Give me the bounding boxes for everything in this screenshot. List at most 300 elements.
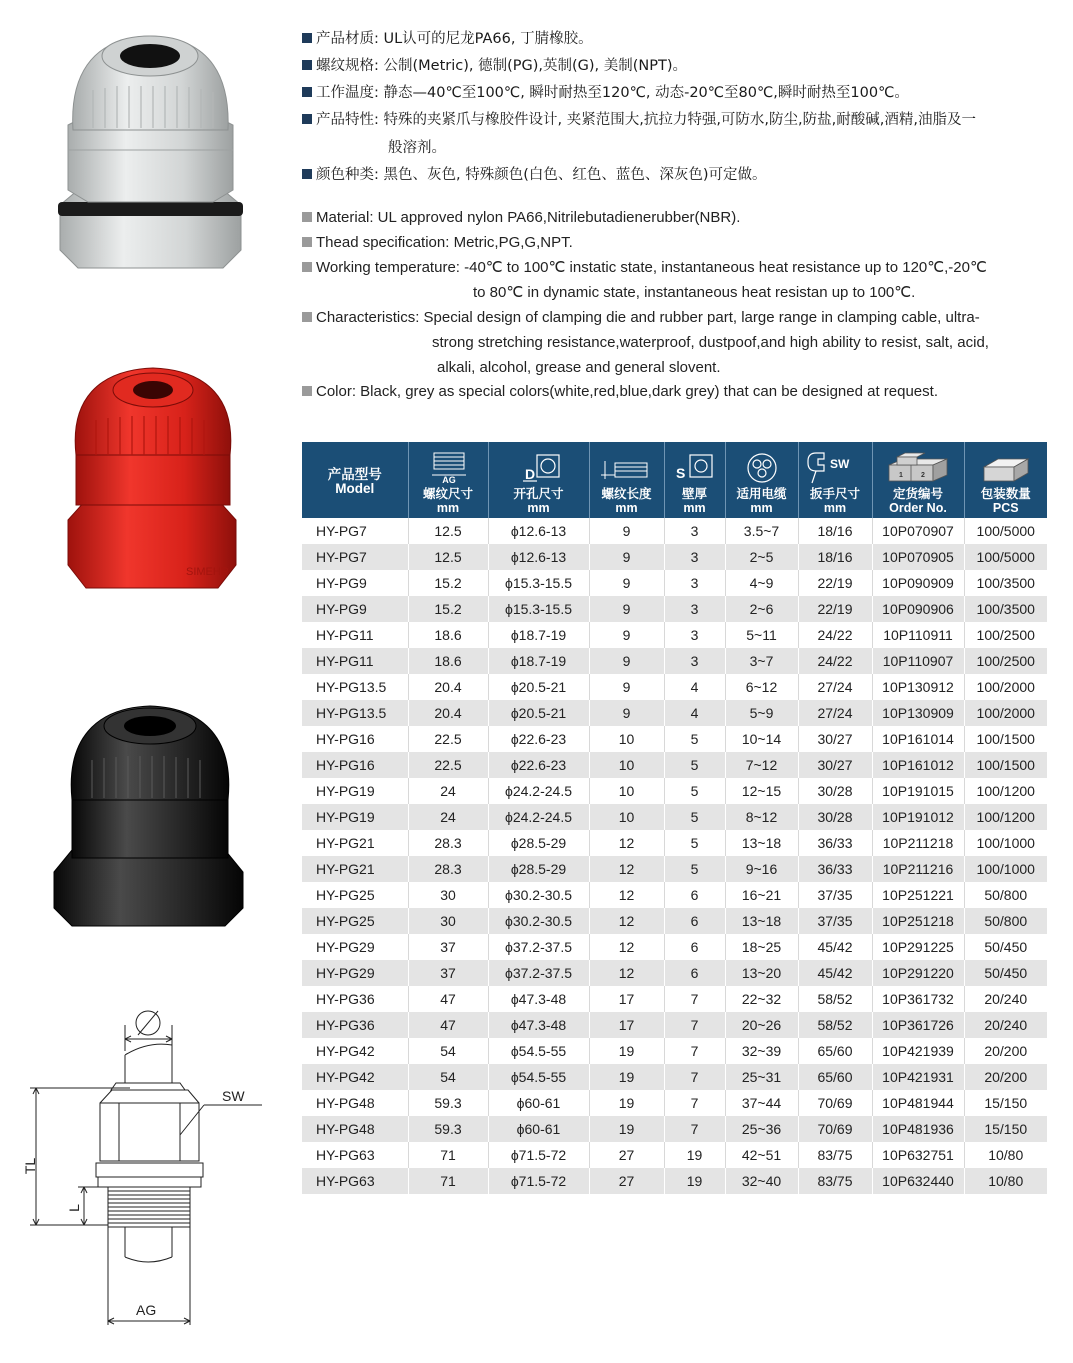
- header-order-no: 1 2 定货编号 Order No.: [872, 442, 964, 518]
- cell-wrench-size: 58/52: [798, 1012, 872, 1038]
- cell-package-qty: 100/3500: [964, 570, 1047, 596]
- cell-wall-thickness: 5: [664, 752, 725, 778]
- cell-wrench-size: 30/27: [798, 752, 872, 778]
- cell-thread-length: 9: [589, 544, 664, 570]
- cell-model: HY-PG63: [302, 1142, 408, 1168]
- cell-thread-length: 19: [589, 1064, 664, 1090]
- cell-order-no: 10P421939: [872, 1038, 964, 1064]
- table-row: [302, 1168, 1047, 1194]
- cell-thread-size: 30: [408, 882, 488, 908]
- spec-en-characteristics: Characteristics: Special design of clamping die and rubber part, large range in clamping cable, ultra-: [302, 308, 980, 328]
- cell-package-qty: 50/800: [964, 908, 1047, 934]
- cell-wrench-size: 70/69: [798, 1090, 872, 1116]
- cell-thread-size: 59.3: [408, 1116, 488, 1142]
- cell-wrench-size: 83/75: [798, 1168, 872, 1194]
- cell-thread-size: 22.5: [408, 752, 488, 778]
- cell-wrench-size: 70/69: [798, 1116, 872, 1142]
- cell-wall-thickness: 19: [664, 1168, 725, 1194]
- cell-order-no: 10P481944: [872, 1090, 964, 1116]
- svg-text:2: 2: [921, 472, 925, 479]
- cell-thread-size: 47: [408, 1012, 488, 1038]
- cell-order-no: 10P251221: [872, 882, 964, 908]
- wall-thickness-icon: [670, 451, 720, 485]
- cell-package-qty: 15/150: [964, 1116, 1047, 1142]
- cell-package-qty: 100/5000: [964, 544, 1047, 570]
- header-wrench-size: SW 扳手尺寸 mm: [798, 442, 872, 518]
- cell-package-qty: 100/1500: [964, 726, 1047, 752]
- spec-en-characteristics-cont2: alkali, alcohol, grease and general slovent.: [437, 359, 721, 376]
- hole-size-icon: [509, 451, 569, 485]
- cell-model: HY-PG19: [302, 778, 408, 804]
- cell-thread-length: 19: [589, 1116, 664, 1142]
- table-row: [302, 882, 1047, 908]
- cell-thread-length: 19: [589, 1090, 664, 1116]
- table-row: [302, 1116, 1047, 1142]
- cell-thread-length: 27: [589, 1168, 664, 1194]
- spec-en-thread: Thead specification: Metric,PG,G,NPT.: [302, 233, 573, 253]
- cell-thread-size: 12.5: [408, 518, 488, 544]
- cell-model: HY-PG63: [302, 1168, 408, 1194]
- table-row: [302, 856, 1047, 882]
- cell-cable-range: 32~40: [725, 1168, 798, 1194]
- cell-order-no: 10P161012: [872, 752, 964, 778]
- cell-model: HY-PG9: [302, 570, 408, 596]
- table-row: [302, 570, 1047, 596]
- cell-hole-size: ϕ22.6-23: [488, 726, 589, 752]
- cell-package-qty: 100/1500: [964, 752, 1047, 778]
- cell-order-no: 10P191012: [872, 804, 964, 830]
- cell-model: HY-PG48: [302, 1090, 408, 1116]
- cell-thread-length: 12: [589, 960, 664, 986]
- cell-wall-thickness: 5: [664, 856, 725, 882]
- spec-en-temperature: Working temperature: -40℃ to 100℃ instatic state, instantaneous heat resistance up to 120℃,-20℃: [302, 258, 987, 278]
- cell-thread-size: 47: [408, 986, 488, 1012]
- cell-cable-range: 13~20: [725, 960, 798, 986]
- cell-wrench-size: 45/42: [798, 960, 872, 986]
- cell-cable-range: 20~26: [725, 1012, 798, 1038]
- cell-thread-length: 9: [589, 570, 664, 596]
- cell-wall-thickness: 4: [664, 700, 725, 726]
- cell-package-qty: 20/240: [964, 986, 1047, 1012]
- cell-wall-thickness: 6: [664, 960, 725, 986]
- cell-wall-thickness: 3: [664, 622, 725, 648]
- spec-cn-material: 产品材质: UL认可的尼龙PA66, 丁腈橡胶。: [302, 29, 593, 49]
- cell-model: HY-PG13.5: [302, 674, 408, 700]
- cell-wrench-size: 30/27: [798, 726, 872, 752]
- cell-model: HY-PG29: [302, 960, 408, 986]
- header-wall-thickness: S 壁厚 mm: [664, 442, 725, 518]
- thread-size-icon: [420, 451, 476, 485]
- bullet-square-icon: [302, 262, 312, 272]
- cell-cable-range: 13~18: [725, 830, 798, 856]
- cell-model: HY-PG16: [302, 752, 408, 778]
- cell-wrench-size: 45/42: [798, 934, 872, 960]
- cell-hole-size: ϕ15.3-15.5: [488, 570, 589, 596]
- cell-wall-thickness: 7: [664, 1090, 725, 1116]
- cell-thread-length: 12: [589, 934, 664, 960]
- cell-thread-size: 20.4: [408, 700, 488, 726]
- cell-cable-range: 42~51: [725, 1142, 798, 1168]
- cell-wrench-size: 30/28: [798, 804, 872, 830]
- cell-wrench-size: 27/24: [798, 674, 872, 700]
- cell-hole-size: ϕ15.3-15.5: [488, 596, 589, 622]
- cell-package-qty: 15/150: [964, 1090, 1047, 1116]
- cell-thread-length: 10: [589, 804, 664, 830]
- wrench-icon: [802, 451, 868, 485]
- cell-wrench-size: 18/16: [798, 518, 872, 544]
- cell-thread-size: 71: [408, 1168, 488, 1194]
- cell-wrench-size: 37/35: [798, 882, 872, 908]
- table-row: [302, 674, 1047, 700]
- cell-thread-size: 18.6: [408, 648, 488, 674]
- cell-wrench-size: 65/60: [798, 1064, 872, 1090]
- cell-thread-size: 22.5: [408, 726, 488, 752]
- cell-thread-length: 19: [589, 1038, 664, 1064]
- cell-thread-size: 30: [408, 908, 488, 934]
- table-row: [302, 1142, 1047, 1168]
- product-marking: SIMEHR: [186, 566, 229, 578]
- cell-order-no: 10P361726: [872, 1012, 964, 1038]
- table-row: [302, 596, 1047, 622]
- cell-order-no: 10P632751: [872, 1142, 964, 1168]
- cell-cable-range: 32~39: [725, 1038, 798, 1064]
- cell-hole-size: ϕ24.2-24.5: [488, 804, 589, 830]
- cell-hole-size: ϕ30.2-30.5: [488, 882, 589, 908]
- cell-package-qty: 100/5000: [964, 518, 1047, 544]
- cell-package-qty: 20/200: [964, 1038, 1047, 1064]
- cell-model: HY-PG29: [302, 934, 408, 960]
- svg-text:1: 1: [899, 472, 903, 479]
- cell-wrench-size: 24/22: [798, 622, 872, 648]
- cell-hole-size: ϕ37.2-37.5: [488, 934, 589, 960]
- cell-thread-size: 28.3: [408, 856, 488, 882]
- cell-package-qty: 100/2000: [964, 700, 1047, 726]
- cell-model: HY-PG42: [302, 1064, 408, 1090]
- package-icon: [980, 455, 1032, 485]
- cell-wall-thickness: 4: [664, 674, 725, 700]
- cell-hole-size: ϕ28.5-29: [488, 830, 589, 856]
- cell-cable-range: 16~21: [725, 882, 798, 908]
- cell-thread-size: 15.2: [408, 596, 488, 622]
- cell-order-no: 10P211218: [872, 830, 964, 856]
- cell-thread-size: 24: [408, 804, 488, 830]
- bullet-square-icon: [302, 60, 312, 70]
- cell-thread-length: 17: [589, 1012, 664, 1038]
- cell-thread-size: 15.2: [408, 570, 488, 596]
- cell-order-no: 10P421931: [872, 1064, 964, 1090]
- cell-package-qty: 100/1200: [964, 778, 1047, 804]
- grey-cable-gland-image: [48, 20, 253, 280]
- cell-model: HY-PG25: [302, 908, 408, 934]
- table-row: [302, 648, 1047, 674]
- spec-en-color: Color: Black, grey as special colors(white,red,blue,dark grey) that can be designed at request.: [302, 382, 938, 402]
- table-row: [302, 1064, 1047, 1090]
- table-row: [302, 726, 1047, 752]
- cell-thread-length: 9: [589, 674, 664, 700]
- cell-cable-range: 25~36: [725, 1116, 798, 1142]
- cell-package-qty: 100/2000: [964, 674, 1047, 700]
- cell-package-qty: 100/1000: [964, 830, 1047, 856]
- cell-cable-range: 2~6: [725, 596, 798, 622]
- table-row: [302, 960, 1047, 986]
- table-row: [302, 752, 1047, 778]
- cell-wall-thickness: 7: [664, 986, 725, 1012]
- cell-wall-thickness: 19: [664, 1142, 725, 1168]
- cell-wrench-size: 18/16: [798, 544, 872, 570]
- cell-order-no: 10P110907: [872, 648, 964, 674]
- cell-wrench-size: 58/52: [798, 986, 872, 1012]
- header-cable: 适用电缆 mm: [725, 442, 798, 518]
- cell-model: HY-PG21: [302, 830, 408, 856]
- svg-text:S: S: [675, 465, 685, 481]
- cell-cable-range: 8~12: [725, 804, 798, 830]
- cell-wall-thickness: 3: [664, 648, 725, 674]
- cell-order-no: 10P070905: [872, 544, 964, 570]
- cell-hole-size: ϕ54.5-55: [488, 1038, 589, 1064]
- table-row: [302, 518, 1047, 544]
- cell-cable-range: 3~7: [725, 648, 798, 674]
- spec-en-temperature-cont: to 80℃ in dynamic state, instantaneous heat resistan up to 100℃.: [473, 284, 916, 301]
- cell-thread-length: 9: [589, 596, 664, 622]
- cell-cable-range: 6~12: [725, 674, 798, 700]
- cell-wall-thickness: 5: [664, 726, 725, 752]
- cell-wall-thickness: 6: [664, 934, 725, 960]
- cell-hole-size: ϕ20.5-21: [488, 674, 589, 700]
- cell-hole-size: ϕ54.5-55: [488, 1064, 589, 1090]
- cell-package-qty: 20/240: [964, 1012, 1047, 1038]
- spec-table: [302, 442, 1047, 1194]
- cell-wrench-size: 22/19: [798, 596, 872, 622]
- diagram-label-l: L: [65, 1204, 82, 1212]
- cell-wrench-size: 27/24: [798, 700, 872, 726]
- cell-model: HY-PG16: [302, 726, 408, 752]
- dimension-diagram: [20, 995, 280, 1335]
- table-row: [302, 544, 1047, 570]
- cell-thread-size: 37: [408, 960, 488, 986]
- cell-order-no: 10P211216: [872, 856, 964, 882]
- cell-thread-size: 20.4: [408, 674, 488, 700]
- cell-cable-range: 7~12: [725, 752, 798, 778]
- cell-model: HY-PG36: [302, 1012, 408, 1038]
- cell-order-no: 10P291220: [872, 960, 964, 986]
- black-cable-gland-image: [50, 700, 250, 940]
- cell-thread-size: 54: [408, 1064, 488, 1090]
- cell-model: HY-PG9: [302, 596, 408, 622]
- cell-cable-range: 3.5~7: [725, 518, 798, 544]
- cell-thread-length: 9: [589, 700, 664, 726]
- cell-wall-thickness: 5: [664, 804, 725, 830]
- table-row: [302, 1090, 1047, 1116]
- cell-thread-length: 9: [589, 648, 664, 674]
- cell-model: HY-PG13.5: [302, 700, 408, 726]
- cell-hole-size: ϕ47.3-48: [488, 986, 589, 1012]
- svg-text:AG: AG: [442, 475, 456, 485]
- table-row: [302, 934, 1047, 960]
- diagram-label-sw: SW: [222, 1088, 245, 1104]
- cell-thread-size: 71: [408, 1142, 488, 1168]
- bullet-square-icon: [302, 87, 312, 97]
- cell-hole-size: ϕ71.5-72: [488, 1168, 589, 1194]
- bullet-square-icon: [302, 312, 312, 322]
- red-cable-gland-image: [58, 360, 248, 600]
- cell-hole-size: ϕ24.2-24.5: [488, 778, 589, 804]
- cell-hole-size: ϕ28.5-29: [488, 856, 589, 882]
- header-thread-length: 螺纹长度 mm: [589, 442, 664, 518]
- cell-hole-size: ϕ71.5-72: [488, 1142, 589, 1168]
- cell-cable-range: 5~9: [725, 700, 798, 726]
- cell-wrench-size: 83/75: [798, 1142, 872, 1168]
- cell-cable-range: 2~5: [725, 544, 798, 570]
- svg-text:D: D: [524, 466, 535, 482]
- cell-cable-range: 10~14: [725, 726, 798, 752]
- cell-wall-thickness: 5: [664, 830, 725, 856]
- cell-wrench-size: 36/33: [798, 856, 872, 882]
- cell-thread-size: 24: [408, 778, 488, 804]
- cell-order-no: 10P130912: [872, 674, 964, 700]
- table-header-row: [302, 442, 1047, 518]
- cell-wall-thickness: 7: [664, 1012, 725, 1038]
- header-hole-size: D 开孔尺寸 mm: [488, 442, 589, 518]
- cell-package-qty: 100/3500: [964, 596, 1047, 622]
- cell-package-qty: 100/2500: [964, 622, 1047, 648]
- cell-order-no: 10P161014: [872, 726, 964, 752]
- cell-model: HY-PG19: [302, 804, 408, 830]
- header-package-qty: 包装数量 PCS: [964, 442, 1047, 518]
- cell-hole-size: ϕ18.7-19: [488, 648, 589, 674]
- cell-wrench-size: 24/22: [798, 648, 872, 674]
- spec-en-characteristics-cont: strong stretching resistance,waterproof, dustpoof,and high ability to resist, salt, acid,: [432, 334, 989, 351]
- cell-wall-thickness: 7: [664, 1038, 725, 1064]
- table-row: [302, 1038, 1047, 1064]
- header-model: 产品型号 Model: [302, 442, 408, 518]
- cell-model: HY-PG21: [302, 856, 408, 882]
- table-row: [302, 700, 1047, 726]
- cell-cable-range: 37~44: [725, 1090, 798, 1116]
- table-row: [302, 778, 1047, 804]
- cell-order-no: 10P632440: [872, 1168, 964, 1194]
- cell-order-no: 10P481936: [872, 1116, 964, 1142]
- cell-wall-thickness: 7: [664, 1116, 725, 1142]
- table-row: [302, 1012, 1047, 1038]
- cell-cable-range: 12~15: [725, 778, 798, 804]
- cell-hole-size: ϕ18.7-19: [488, 622, 589, 648]
- table-row: [302, 830, 1047, 856]
- cell-cable-range: 13~18: [725, 908, 798, 934]
- cell-hole-size: ϕ60-61: [488, 1090, 589, 1116]
- cell-wall-thickness: 3: [664, 544, 725, 570]
- cell-cable-range: 22~32: [725, 986, 798, 1012]
- table-row: [302, 908, 1047, 934]
- cell-model: HY-PG11: [302, 622, 408, 648]
- spec-cn-temperature: 工作温度: 静态—40℃至100℃, 瞬时耐热至120℃, 动态-20℃至80℃,瞬时耐热至100℃。: [302, 83, 909, 103]
- cell-thread-length: 10: [589, 752, 664, 778]
- cell-order-no: 10P251218: [872, 908, 964, 934]
- cell-package-qty: 50/450: [964, 960, 1047, 986]
- cell-wrench-size: 65/60: [798, 1038, 872, 1064]
- cell-thread-size: 28.3: [408, 830, 488, 856]
- table-body: [302, 518, 1047, 1194]
- cell-package-qty: 10/80: [964, 1142, 1047, 1168]
- cell-package-qty: 100/1200: [964, 804, 1047, 830]
- cell-order-no: 10P291225: [872, 934, 964, 960]
- cell-cable-range: 5~11: [725, 622, 798, 648]
- cell-model: HY-PG7: [302, 544, 408, 570]
- cell-order-no: 10P090906: [872, 596, 964, 622]
- cell-hole-size: ϕ20.5-21: [488, 700, 589, 726]
- cell-order-no: 10P191015: [872, 778, 964, 804]
- cell-hole-size: ϕ37.2-37.5: [488, 960, 589, 986]
- cell-order-no: 10P110911: [872, 622, 964, 648]
- cell-wall-thickness: 7: [664, 1064, 725, 1090]
- cell-wrench-size: 22/19: [798, 570, 872, 596]
- cell-thread-size: 12.5: [408, 544, 488, 570]
- cell-order-no: 10P361732: [872, 986, 964, 1012]
- cell-model: HY-PG36: [302, 986, 408, 1012]
- cell-cable-range: 25~31: [725, 1064, 798, 1090]
- spec-cn-thread: 螺纹规格: 公制(Metric), 德制(PG),英制(G), 美制(NPT)。: [302, 56, 687, 76]
- cell-thread-size: 59.3: [408, 1090, 488, 1116]
- cell-hole-size: ϕ22.6-23: [488, 752, 589, 778]
- spec-cn-feature: 产品特性: 特殊的夹紧爪与橡胶件设计, 夹紧范围大,抗拉力特强,可防水,防尘,防盐,耐酸碱,酒精,油脂及一 般溶剂。: [302, 110, 976, 158]
- cell-wrench-size: 30/28: [798, 778, 872, 804]
- cell-thread-size: 37: [408, 934, 488, 960]
- cell-wall-thickness: 6: [664, 908, 725, 934]
- cell-hole-size: ϕ60-61: [488, 1116, 589, 1142]
- cell-thread-length: 27: [589, 1142, 664, 1168]
- cell-thread-size: 54: [408, 1038, 488, 1064]
- cell-model: HY-PG11: [302, 648, 408, 674]
- table-row: [302, 622, 1047, 648]
- cell-package-qty: 20/200: [964, 1064, 1047, 1090]
- cell-package-qty: 50/800: [964, 882, 1047, 908]
- cell-cable-range: 4~9: [725, 570, 798, 596]
- cell-thread-length: 12: [589, 830, 664, 856]
- cell-wall-thickness: 3: [664, 570, 725, 596]
- bullet-square-icon: [302, 114, 312, 124]
- cell-thread-length: 12: [589, 856, 664, 882]
- diagram-label-tl: TL: [22, 1157, 39, 1175]
- cell-wrench-size: 37/35: [798, 908, 872, 934]
- cell-thread-size: 18.6: [408, 622, 488, 648]
- cell-order-no: 10P130909: [872, 700, 964, 726]
- cell-thread-length: 10: [589, 726, 664, 752]
- cell-package-qty: 50/450: [964, 934, 1047, 960]
- bullet-square-icon: [302, 33, 312, 43]
- cell-hole-size: ϕ47.3-48: [488, 1012, 589, 1038]
- cell-wrench-size: 36/33: [798, 830, 872, 856]
- cell-package-qty: 100/2500: [964, 648, 1047, 674]
- cell-order-no: 10P070907: [872, 518, 964, 544]
- bullet-square-icon: [302, 212, 312, 222]
- cell-wall-thickness: 6: [664, 882, 725, 908]
- cell-thread-length: 12: [589, 882, 664, 908]
- cell-order-no: 10P090909: [872, 570, 964, 596]
- bullet-square-icon: [302, 386, 312, 396]
- cell-hole-size: ϕ12.6-13: [488, 544, 589, 570]
- svg-text:SW: SW: [830, 457, 850, 471]
- spec-cn-color: 颜色种类: 黑色、灰色, 特殊颜色(白色、红色、蓝色、深灰色)可定做。: [302, 165, 767, 185]
- cell-thread-length: 17: [589, 986, 664, 1012]
- cell-thread-length: 10: [589, 778, 664, 804]
- cell-model: HY-PG25: [302, 882, 408, 908]
- header-thread-size: AG 螺纹尺寸 mm: [408, 442, 488, 518]
- cell-hole-size: ϕ30.2-30.5: [488, 908, 589, 934]
- cell-wall-thickness: 3: [664, 596, 725, 622]
- cell-model: HY-PG7: [302, 518, 408, 544]
- cell-cable-range: 18~25: [725, 934, 798, 960]
- cell-package-qty: 100/1000: [964, 856, 1047, 882]
- bullet-square-icon: [302, 169, 312, 179]
